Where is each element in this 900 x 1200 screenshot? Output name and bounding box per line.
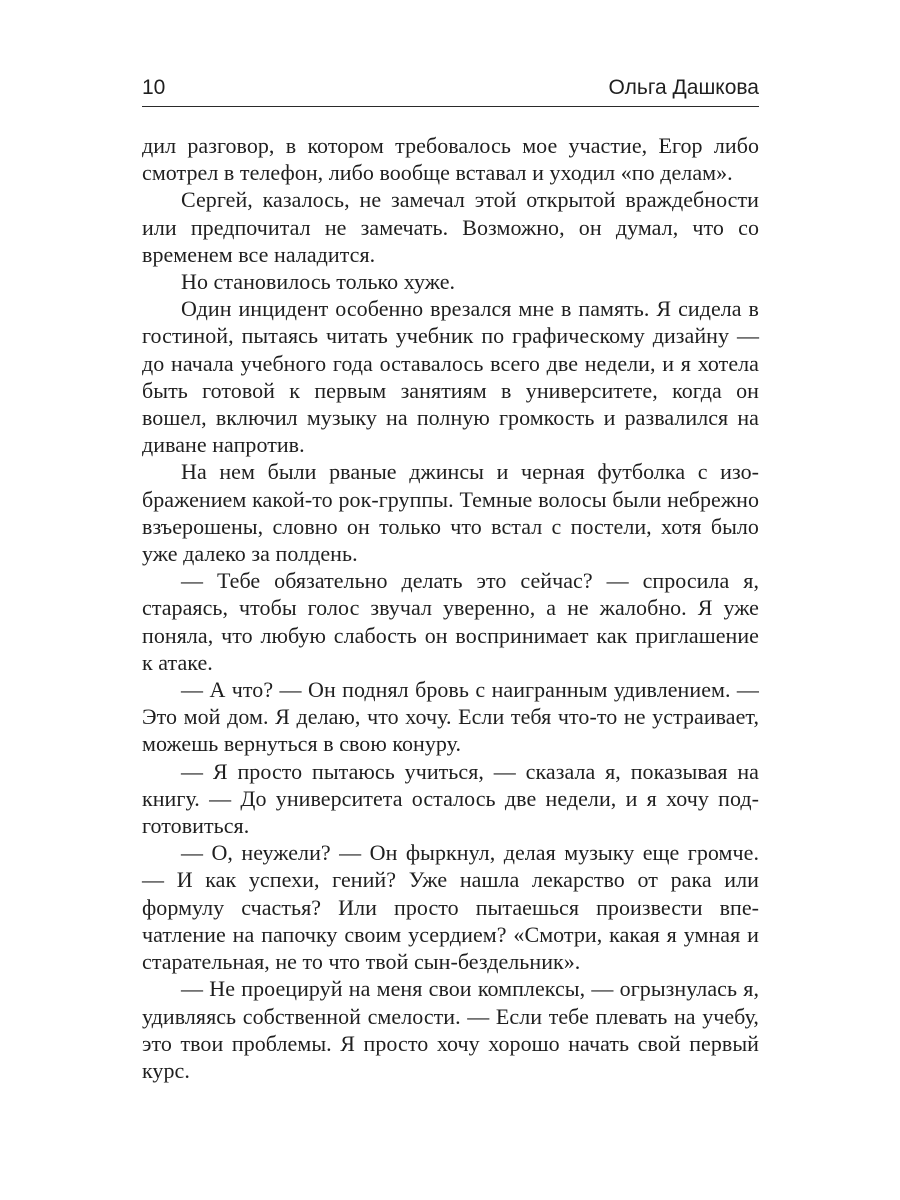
author-name: Ольга Дашкова [608, 76, 759, 99]
paragraph: Один инцидент особенно врезался мне в память. Я сидела в гостиной, пытаясь читать учебник по графическому дизайну — до начала учебного года оставалось всего две недели, и я хотела быть готовой к первым занятиям в университете, когда он вошел, включил музыку на полную громкость и развалился на диване напротив. [142, 296, 759, 458]
running-head [142, 74, 759, 104]
dialogue-paragraph: — О, неужели? — Он фыркнул, делая музыку еще громче. — И как успехи, гений? Уже нашла лекарство от рака или формулу счастья? Или просто пытаешься произвести впечатление на папочку своим усердием? «Смотри, какая я умная и старательная, не то что твой сын-бездельник». [142, 840, 759, 975]
dialogue-paragraph: — А что? — Он поднял бровь с наигранным удивлением. — Это мой дом. Я делаю, что хочу. Если тебя что-то не устраивает, можешь вернуться в свою конуру. [142, 677, 759, 757]
paragraph: На нем были рваные джинсы и черная футболка с изображением какой-то рок-группы. Темные волосы были небрежно взъерошены, словно он только что встал с постели, хотя было уже далеко за полдень. [142, 459, 759, 567]
paragraph: Но становилось только хуже. [181, 269, 456, 295]
page-number: 10 [142, 76, 166, 99]
body-text [142, 132, 759, 1084]
dialogue-paragraph: — Тебе обязательно делать это сейчас? — спросила я, стараясь, чтобы голос звучал уверенно, а не жалобно. Я уже поняла, что любую слабость он воспринимает как приглашение к атаке. [142, 568, 759, 675]
paragraph: Сергей, казалось, не замечал этой открытой враждебности или предпочитал не замечать. Возможно, он думал, что со временем все наладится. [142, 187, 759, 267]
dialogue-paragraph: — Я просто пытаюсь учиться, — сказала я, показывая на книгу. — До университета осталось две недели, и я хочу подготовиться. [142, 758, 759, 839]
header-rule [142, 106, 759, 107]
paragraph: дил разговор, в котором требовалось мое участие, Егор либо смотрел в телефон, либо вообще вставал и уходил «по делам». [142, 133, 759, 186]
dialogue-paragraph: — Не проецируй на меня свои комплексы, — огрызнулась я, удивляясь собственной смелости. — Если тебе плевать на учебу, это твои проблемы. Я просто хочу хорошо начать свой первый курс. [142, 976, 759, 1083]
